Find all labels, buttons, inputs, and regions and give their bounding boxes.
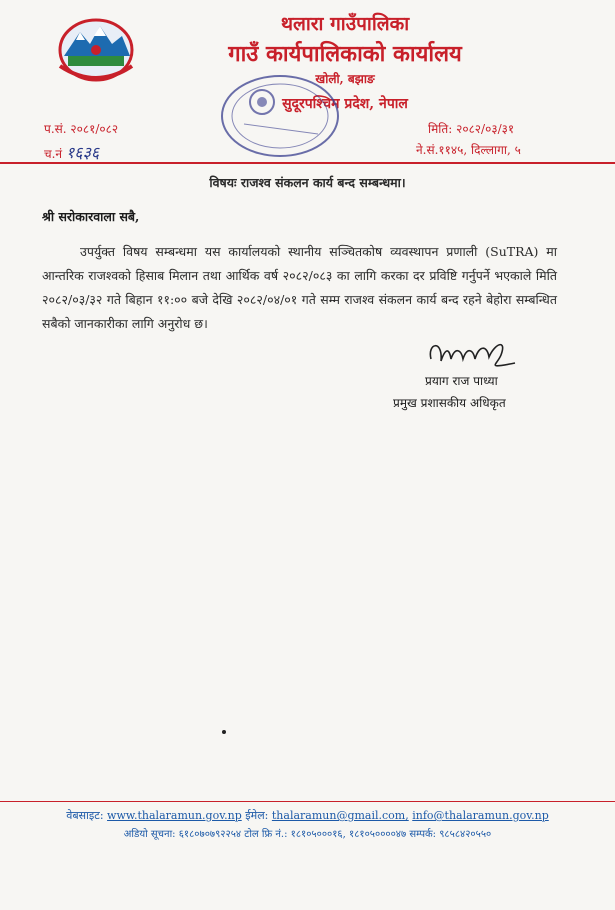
footer-divider bbox=[0, 801, 615, 802]
office-name: गाउँ कार्यपालिकाको कार्यालय bbox=[228, 41, 462, 67]
office-province: सुदूरपश्चिम प्रदेश, नेपाल bbox=[282, 96, 408, 112]
reference-label: च.नं bbox=[44, 147, 63, 161]
letter-date: मिति: २०८२/०३/३१ bbox=[428, 122, 515, 136]
email-label: ईमेल: bbox=[245, 809, 269, 822]
letter-subject: विषयः राजश्व संकलन कार्य बन्द सम्बन्धमा। bbox=[209, 175, 406, 190]
ink-speck bbox=[222, 730, 226, 734]
fiscal-year: प.सं. २०८१/०८२ bbox=[44, 122, 119, 136]
reference-value: १६३६ bbox=[65, 143, 100, 162]
email-link-1[interactable]: thalaramun@gmail.com, bbox=[271, 809, 409, 822]
reference-number bbox=[44, 141, 99, 163]
email-link-2[interactable]: info@thalaramun.gov.np bbox=[412, 809, 549, 822]
signatory-title: प्रमुख प्रशासकीय अधिकृत bbox=[393, 396, 506, 410]
office-stamp bbox=[218, 72, 343, 160]
website-link[interactable]: www.thalaramun.gov.np bbox=[107, 809, 242, 822]
signature bbox=[425, 335, 520, 375]
footer-contact bbox=[0, 808, 615, 823]
municipality-name: थलारा गाउँपालिका bbox=[280, 13, 410, 35]
office-location: खोली, बझाङ bbox=[315, 72, 375, 86]
header-divider bbox=[0, 162, 615, 164]
salutation: श्री सरोकारवाला सबै, bbox=[42, 209, 140, 224]
signatory-name: प्रयाग राज पाध्या bbox=[425, 374, 498, 388]
website-label: वेबसाइट: bbox=[66, 809, 104, 822]
nepal-emblem-logo bbox=[50, 10, 142, 90]
registration-number: ने.सं.११४५, दिल्लागा, ५ bbox=[416, 143, 521, 157]
footer-phone-numbers: अडियो सूचना: ६१८०७०७९२२५४ टोल फ्रि नं.: १८१०५०००१६, १८१०५००००४७ सम्पर्क: ९८५८४२०५५० bbox=[123, 829, 492, 840]
letter-body: उपर्युक्त विषय सम्बन्धमा यस कार्यालयको स्थानीय सञ्चितकोष व्यवस्थापन प्रणाली (SuTRA) मा आन्तरिक राजश्वको हिसाब मिलान तथा आर्थिक वर्ष २०८२/०८३ का लागि करका दर प्रविष्टि गर्नुपर्ने भएकाले मिति २०८२/०३/३२ गते बिहान ११:०० बजे देखि २०८२/०४/०१ गते सम्म राजश्व संकलन कार्य बन्द रहने बेहोरा सम्बन्धित सबैको जानकारीका लागि अनुरोध छ। bbox=[42, 244, 557, 331]
